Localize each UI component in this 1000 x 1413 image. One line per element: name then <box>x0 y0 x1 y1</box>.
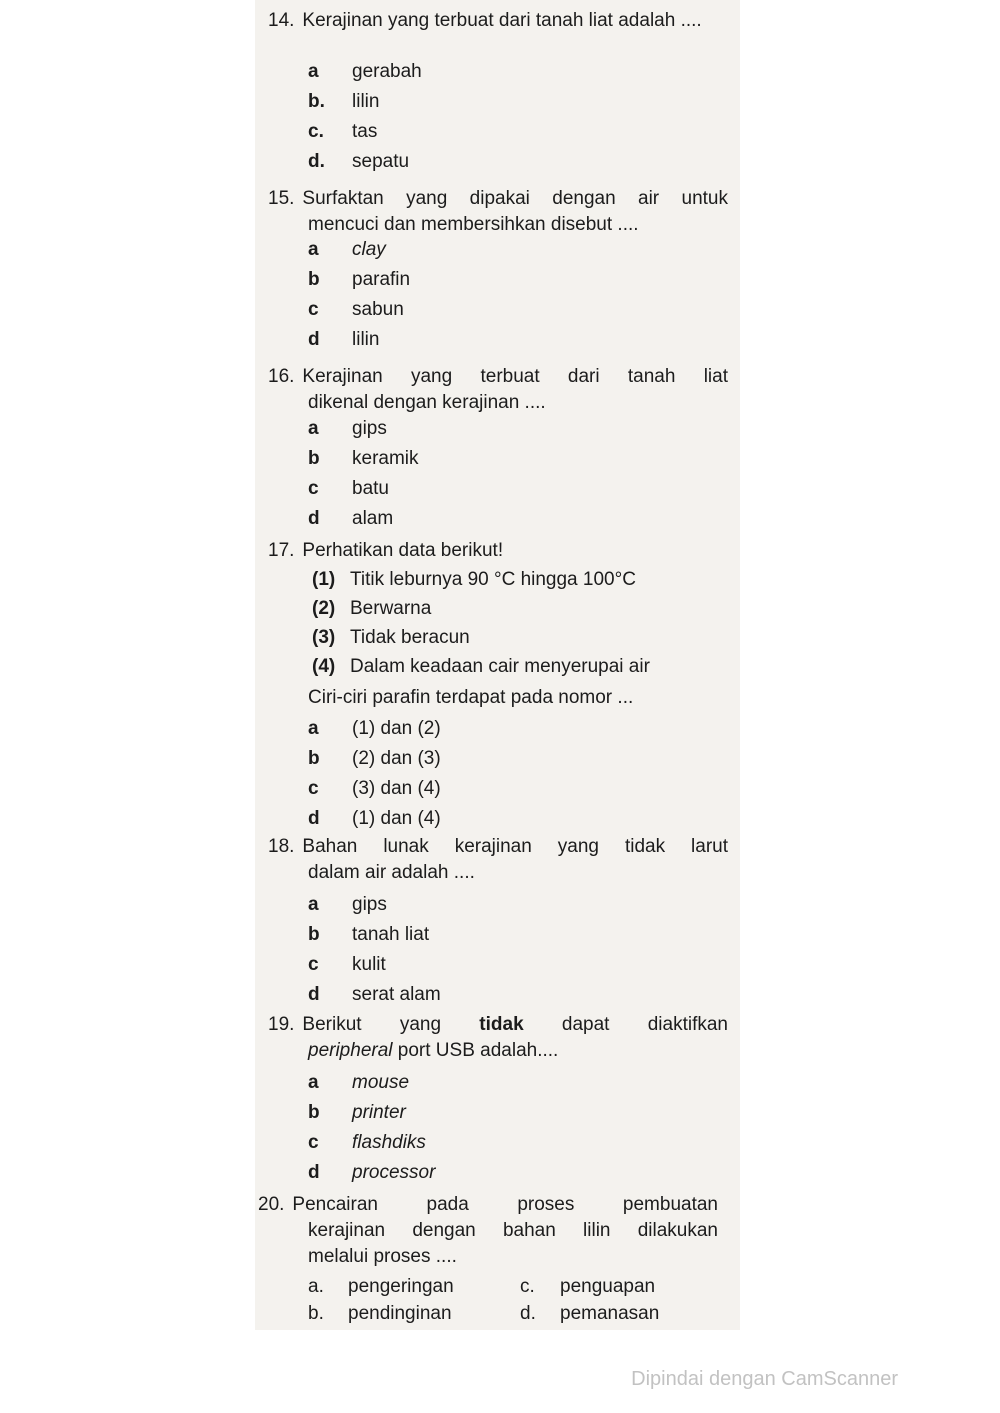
question-18 <box>268 834 728 886</box>
question-number: 14. <box>268 10 295 31</box>
option-d[interactable]: d lilin <box>308 329 380 350</box>
option-a[interactable]: a gerabah <box>308 61 422 82</box>
question-text-line1: Bahan lunak kerajinan yang tidak larut <box>302 836 728 857</box>
option-d[interactable]: d (1) dan (4) <box>308 808 441 829</box>
data-item-1: (1) Titik leburnya 90 °C hingga 100°C <box>312 569 636 590</box>
option-a[interactable]: a clay <box>308 239 386 260</box>
question-17 <box>268 538 728 564</box>
term-peripheral: peripheral <box>308 1040 393 1061</box>
option-a[interactable]: a mouse <box>308 1072 410 1093</box>
data-list-17 <box>312 565 732 681</box>
option-d[interactable]: d serat alam <box>308 984 441 1005</box>
option-d[interactable]: d alam <box>308 508 394 529</box>
option-b[interactable]: b parafin <box>308 269 411 290</box>
question-number: 19. <box>268 1014 295 1035</box>
question-number: 16. <box>268 366 295 387</box>
question-text-line2: dikenal dengan kerajinan .... <box>308 392 546 413</box>
question-19: 19. Berikut yang tidak dapat diaktifkan peripheral port USB adalah.... <box>268 1014 728 1061</box>
option-a[interactable]: a (1) dan (2) <box>308 718 441 739</box>
option-c[interactable]: c batu <box>308 478 389 499</box>
options-14 <box>308 57 728 177</box>
question-text-line2: dalam air adalah .... <box>308 862 475 883</box>
question-16 <box>268 364 728 416</box>
question-number: 17. <box>268 540 295 561</box>
option-b[interactable]: b. pendinginan <box>308 1303 452 1324</box>
question-text: Kerajinan yang terbuat dari tanah liat adalah .... <box>302 10 702 31</box>
option-c[interactable]: c (3) dan (4) <box>308 778 441 799</box>
options-19 <box>308 1068 728 1188</box>
option-b[interactable]: b. lilin <box>308 91 380 112</box>
question-text-line2: mencuci dan membersihkan disebut .... <box>308 214 639 235</box>
option-c[interactable]: c. tas <box>308 121 378 142</box>
data-item-3: (3) Tidak beracun <box>312 627 470 648</box>
question-20 <box>258 1192 718 1270</box>
camscanner-watermark: Dipindai dengan CamScanner <box>631 1368 898 1390</box>
option-b[interactable]: b printer <box>308 1102 406 1123</box>
option-c[interactable]: c sabun <box>308 299 404 320</box>
option-b[interactable]: b (2) dan (3) <box>308 748 441 769</box>
question-number: 20. <box>258 1194 285 1215</box>
option-d[interactable]: d. pemanasan <box>520 1303 660 1324</box>
question-text-line1: Pencairan pada proses pembuatan <box>292 1194 718 1215</box>
question-15 <box>268 186 728 238</box>
option-c[interactable]: c. penguapan <box>520 1276 656 1297</box>
option-c[interactable]: c flashdiks <box>308 1132 426 1153</box>
question-17-prompt: Ciri-ciri parafin terdapat pada nomor ... <box>308 687 634 708</box>
question-number: 15. <box>268 188 295 209</box>
options-17 <box>308 714 728 834</box>
option-a[interactable]: a gips <box>308 418 387 439</box>
question-text-line1: Kerajinan yang terbuat dari tanah liat <box>302 366 728 387</box>
question-text-line3: melalui proses .... <box>308 1246 457 1267</box>
option-d[interactable]: d. sepatu <box>308 151 410 172</box>
question-text-line1: Surfaktan yang dipakai dengan air untuk <box>302 188 728 209</box>
data-item-2: (2) Berwarna <box>312 598 432 619</box>
option-a[interactable]: a gips <box>308 894 387 915</box>
option-b[interactable]: b tanah liat <box>308 924 430 945</box>
options-18 <box>308 890 728 1010</box>
question-14 <box>268 8 728 34</box>
option-c[interactable]: c kulit <box>308 954 386 975</box>
data-item-4: (4) Dalam keadaan cair menyerupai air <box>312 656 650 677</box>
question-text-line2: kerajinan dengan bahan lilin dilakukan <box>308 1220 718 1241</box>
options-20 <box>308 1273 728 1327</box>
emphasis-tidak: tidak <box>479 1014 524 1035</box>
options-16 <box>308 414 728 534</box>
question-intro: Perhatikan data berikut! <box>302 540 504 561</box>
option-d[interactable]: d processor <box>308 1162 436 1183</box>
options-15 <box>308 235 728 355</box>
question-number: 18. <box>268 836 295 857</box>
option-a[interactable]: a. pengeringan <box>308 1276 454 1297</box>
option-b[interactable]: b keramik <box>308 448 419 469</box>
